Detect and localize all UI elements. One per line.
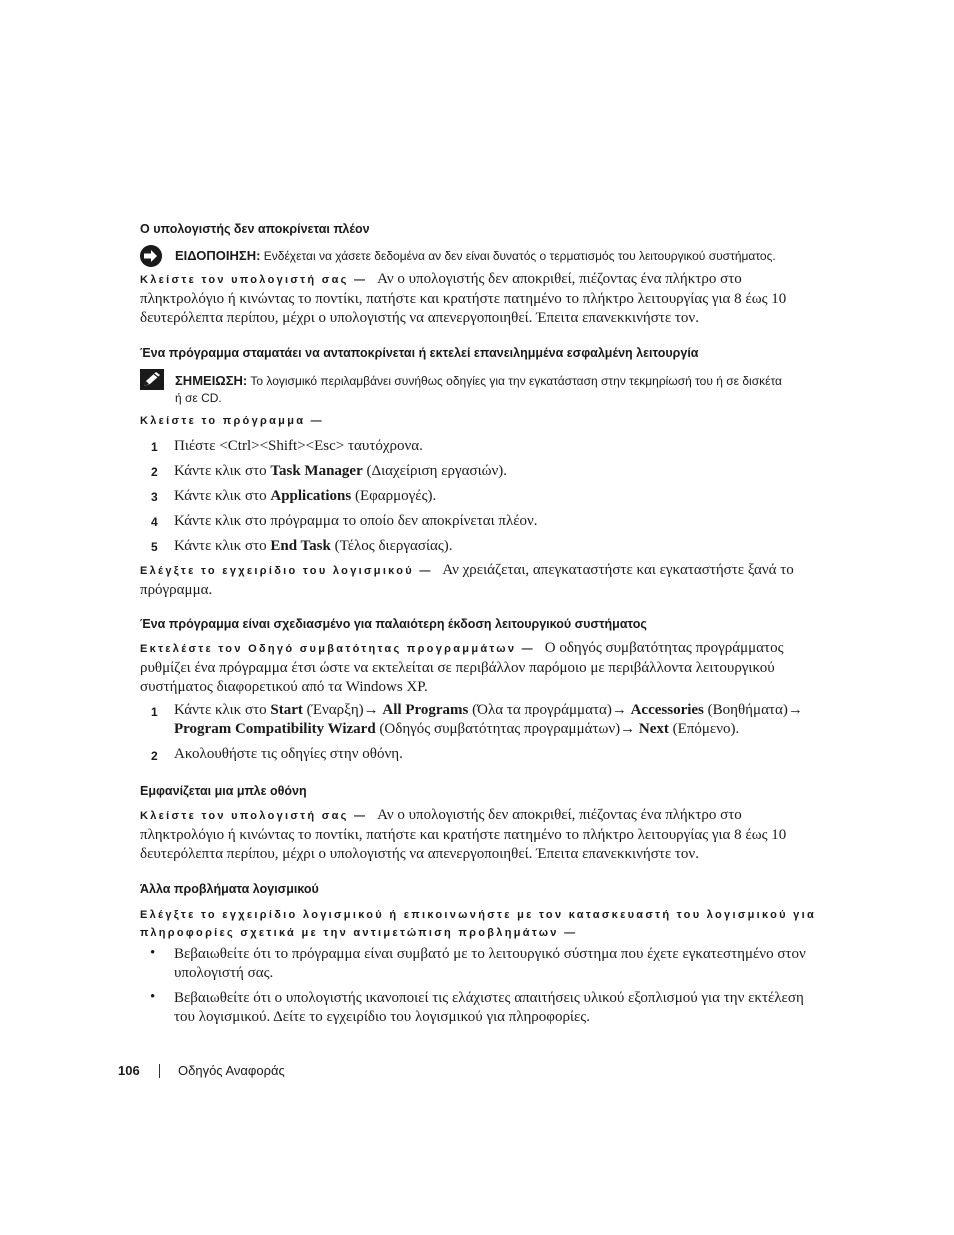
step-item	[174, 745, 814, 764]
list-item-text: Βεβαιωθείτε ότι το πρόγραμμα είναι συμβατό με το λειτουργικό σύστημα που έχετε εγκατεστημένο στον	[174, 946, 806, 962]
step-number: 2	[151, 465, 158, 479]
step-text: Κάντε κλικ στο	[174, 463, 271, 479]
section1-lead: Κλείστε τον υπολογιστή σας —	[140, 274, 368, 286]
step-item	[174, 701, 824, 739]
section3-lead: Εκτελέστε τον Οδηγό συμβατότητας προγραμμάτων —	[140, 643, 535, 655]
section-heading-blue-screen: Εμφανίζεται μια μπλε οθόνη	[140, 784, 307, 798]
step-text: Κάντε κλικ στο	[174, 702, 271, 718]
step-item	[174, 462, 814, 481]
step-ui-label: Program Compatibility Wizard	[174, 721, 376, 737]
step-text: (Επόμενο).	[668, 721, 740, 737]
list-item	[174, 945, 824, 983]
section1-text-line3: δευτερόλεπτα περίπου, μέχρι ο υπολογιστής να απενεργοποιηθεί. Έπειτα επανεκκινήστε τον.	[140, 310, 699, 326]
list-item-text: υπολογιστή σας.	[174, 965, 274, 981]
step-text: (Τέλος διεργασίας).	[330, 538, 453, 554]
section4-text-line3: δευτερόλεπτα περίπου, μέχρι ο υπολογιστής να απενεργοποιηθεί. Έπειτα επανεκκινήστε τον.	[140, 846, 699, 862]
notice-callout	[175, 247, 835, 265]
step-text: (Έναρξη)→	[302, 702, 383, 718]
step-text: (Όλα τα προγράμματα)→	[468, 702, 631, 718]
step-ui-label: Applications	[270, 488, 352, 504]
section1-text-line1: Αν ο υπολογιστής δεν αποκριθεί, πιέζοντας ένα πλήκτρο στο	[377, 271, 742, 287]
step-ui-label: Task Manager	[270, 463, 363, 479]
step-text: (Εφαρμογές).	[351, 488, 437, 504]
step-ui-label: All Programs	[382, 702, 469, 718]
section2-lead2: Ελέγξτε το εγχειρίδιο του λογισμικού —	[140, 565, 433, 577]
section4-text-line1: Αν ο υπολογιστής δεν αποκριθεί, πιέζοντας ένα πλήκτρο στο	[377, 807, 742, 823]
section3-text-line2: ρυθμίζει ένα πρόγραμμα έτσι ώστε να εκτελείται σε περιβάλλον παρόμοιο με περιβάλλοντα λειτουργικού	[140, 660, 775, 676]
step-item	[174, 437, 814, 456]
section1-text-line2: πληκτρολόγιο ή κινώντας το ποντίκι, πατήστε και κρατήστε πατημένο το πλήκτρο λειτουργίας για 8 έως 10	[140, 291, 787, 307]
step-item	[174, 537, 814, 556]
note-label: ΣΗΜΕΙΩΣΗ:	[175, 373, 248, 388]
section5-lead-line1: Ελέγξτε το εγχειρίδιο λογισμικού ή επικοινωνήστε με τον κατασκευαστή του λογισμικού για	[140, 909, 817, 921]
step-number: 1	[151, 705, 158, 719]
step-text: Κάντε κλικ στο	[174, 488, 271, 504]
note-pencil-icon	[140, 369, 164, 390]
section2-paragraph	[140, 561, 812, 600]
section4-paragraph	[140, 806, 812, 864]
notice-icon	[139, 244, 163, 268]
list-item-text: του λογισμικού. Δείτε το εγχειρίδιο του λογισμικού για πληροφορίες.	[174, 1009, 590, 1025]
section-heading-other-software-problems: Άλλα προβλήματα λογισμικού	[140, 882, 319, 896]
step-ui-label: Next	[638, 721, 669, 737]
section5-lead	[140, 906, 816, 942]
footer-title: Οδηγός Αναφοράς	[178, 1063, 285, 1078]
note-callout	[175, 372, 825, 407]
step-text: Κάντε κλικ στο πρόγραμμα το οποίο δεν αποκρίνεται πλέον.	[174, 513, 538, 529]
footer-separator	[159, 1064, 160, 1078]
step-number: 4	[151, 515, 158, 529]
section-heading-older-os-program: Ένα πρόγραμμα είναι σχεδιασμένο για παλαιότερη έκδοση λειτουργικού συστήματος	[140, 617, 647, 631]
step-number: 1	[151, 440, 158, 454]
step-item	[174, 487, 814, 506]
section4-lead: Κλείστε τον υπολογιστή σας —	[140, 810, 368, 822]
step-number: 3	[151, 490, 158, 504]
section1-paragraph	[140, 270, 812, 328]
section2-lead: Κλείστε το πρόγραμμα —	[140, 415, 324, 427]
notice-label: ΕΙΔΟΠΟΙΗΣΗ:	[175, 248, 261, 263]
bullet-point: •	[150, 989, 156, 1005]
step-ui-label: End Task	[270, 538, 331, 554]
note-text-line2: ή σε CD.	[175, 391, 222, 405]
section2-text2-line1: Αν χρειάζεται, απεγκαταστήστε και εγκαταστήστε ξανά το	[442, 562, 794, 578]
page-number: 106	[118, 1063, 140, 1078]
section-heading-program-stops-responding: Ένα πρόγραμμα σταματάει να ανταποκρίνεται ή εκτελεί επανειλημμένα εσφαλμένη λειτουργία	[140, 346, 699, 360]
step-text: (Οδηγός συμβατότητας προγραμμάτων)→	[375, 721, 639, 737]
step-ui-label: Accessories	[630, 702, 704, 718]
list-item-text: Βεβαιωθείτε ότι ο υπολογιστής ικανοποιεί τις ελάχιστες απαιτήσεις υλικού εξοπλισμού για την εκτέλεση	[174, 990, 804, 1006]
note-text-line1: Το λογισμικό περιλαμβάνει συνήθως οδηγίες για την εγκατάσταση στην τεκμηρίωσή του ή σε δισκέτα	[247, 374, 782, 388]
step-item	[174, 512, 814, 531]
section3-text-line1: Ο οδηγός συμβατότητας προγράμματος	[544, 640, 784, 656]
section5-lead-line2: πληροφορίες σχετικά με την αντιμετώπιση προβλημάτων —	[140, 927, 578, 939]
step-text: (Διαχείριση εργασιών).	[362, 463, 508, 479]
section-heading-computer-not-responding: Ο υπολογιστής δεν αποκρίνεται πλέον	[140, 222, 370, 236]
step-ui-label: Start	[270, 702, 303, 718]
step-text: Πιέστε <Ctrl><Shift><Esc> ταυτόχρονα.	[174, 438, 423, 454]
step-text: Κάντε κλικ στο	[174, 538, 271, 554]
step-text: (Βοηθήματα)→	[703, 702, 803, 718]
section2-text2-line2: πρόγραμμα.	[140, 582, 213, 598]
section3-text-line3: συστήματος διαφορετικού από τα Windows XP.	[140, 679, 428, 695]
step-number: 2	[151, 749, 158, 763]
step-number: 5	[151, 540, 158, 554]
notice-text: Ενδέχεται να χάσετε δεδομένα αν δεν είναι δυνατός ο τερματισμός του λειτουργικού συστήματος.	[260, 249, 776, 263]
step-text: Ακολουθήστε τις οδηγίες στην οθόνη.	[174, 746, 403, 762]
list-item	[174, 989, 824, 1027]
section4-text-line2: πληκτρολόγιο ή κινώντας το ποντίκι, πατήστε και κρατήστε πατημένο το πλήκτρο λειτουργίας για 8 έως 10	[140, 827, 787, 843]
bullet-point: •	[150, 945, 156, 961]
section3-paragraph	[140, 639, 812, 697]
